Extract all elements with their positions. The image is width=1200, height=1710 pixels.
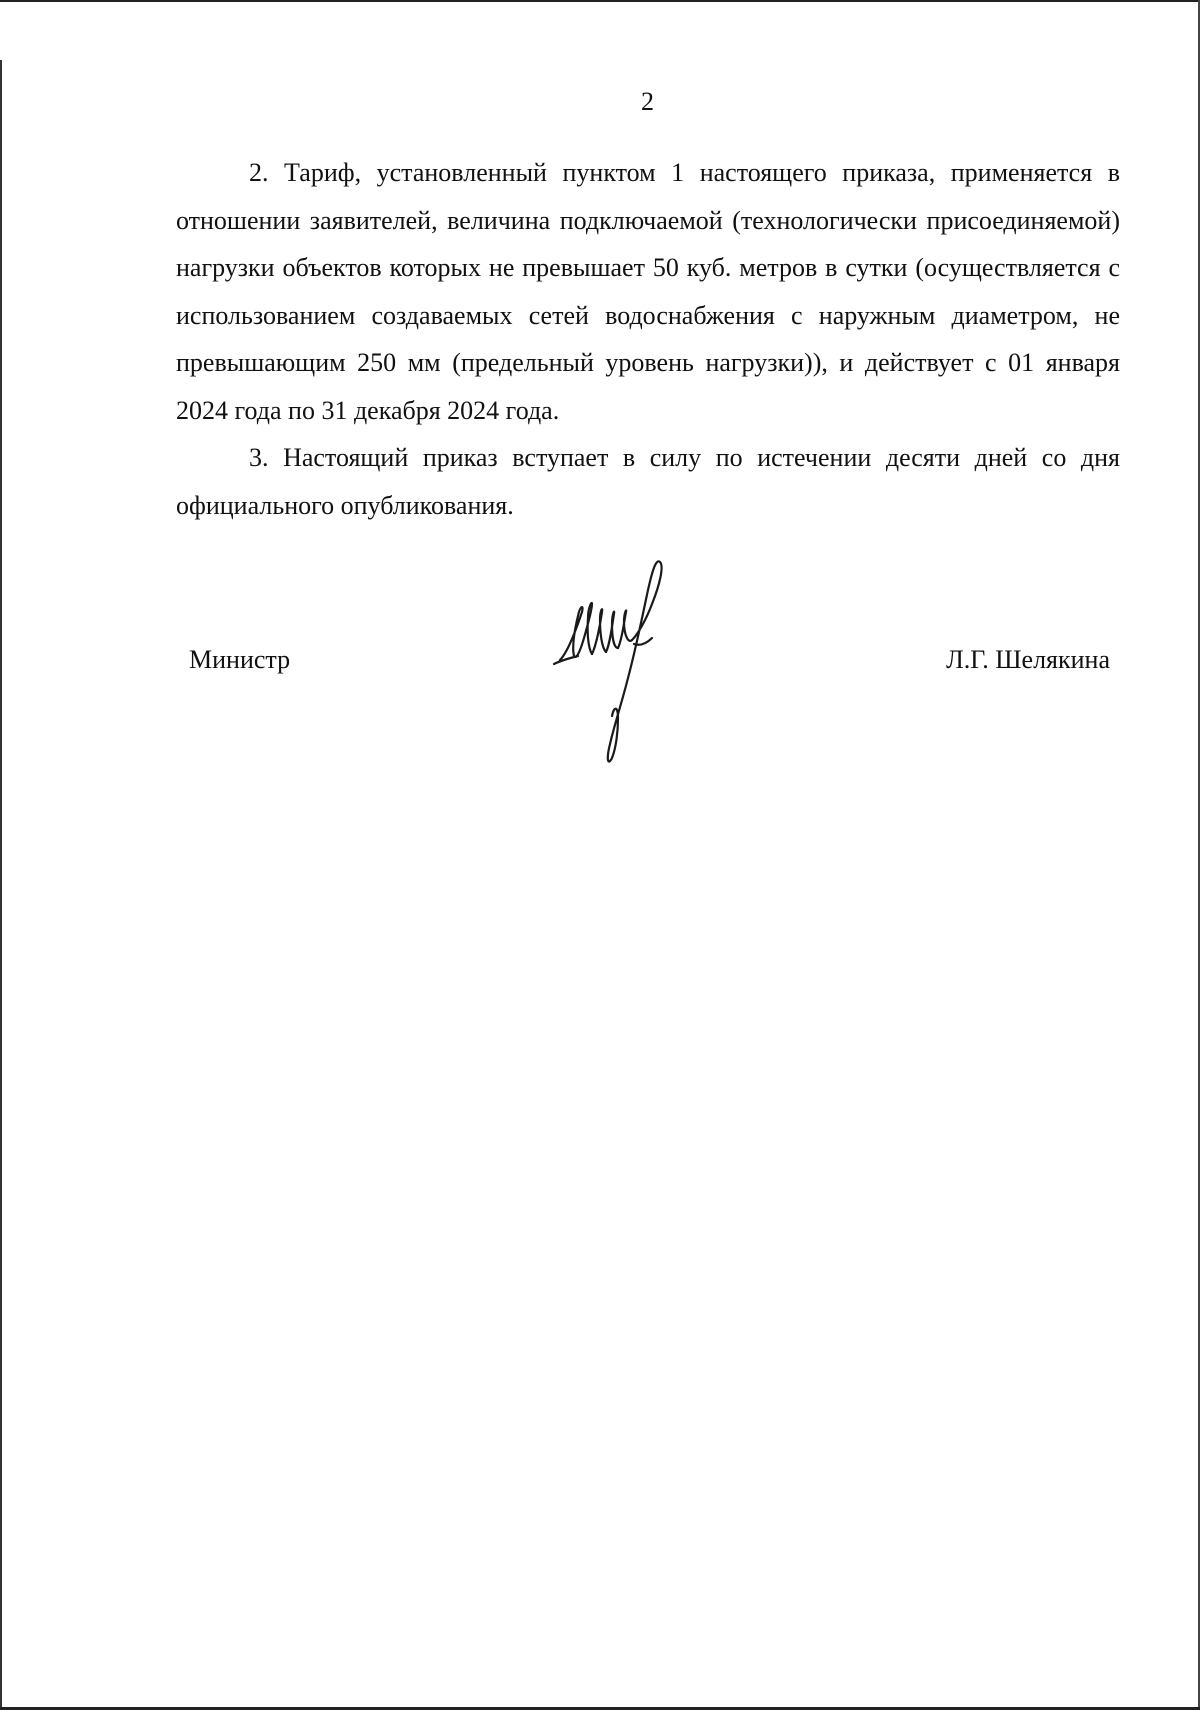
document-body [176, 149, 1120, 529]
signature-block [0, 560, 1200, 780]
signer-name: Л.Г. Шелякина [946, 645, 1110, 674]
paragraph-effective-date: 3. Настоящий приказ вступает в силу по истечении десяти дней со дня официального опубликования. [176, 443, 1120, 520]
page-number: 2 [641, 87, 654, 116]
handwritten-signature [548, 560, 688, 770]
scan-edge-left [0, 60, 2, 1710]
signer-role: Министр [189, 645, 291, 674]
scan-edge-top [0, 0, 1200, 2]
paragraph-tariff: 2. Тариф, установленный пунктом 1 настоящего приказа, применяется в отношении заявителей, величина подключаемой (технологически присоединяемой) нагрузки объектов которых не превышает 50 куб. метров в сутки (осуществляется с использованием создаваемых сетей водоснабжения с наружным диаметром, не превышающим 250 мм (предельный уровень нагрузки)), и действует с 01 января 2024 года по 31 декабря 2024 года. [176, 158, 1120, 425]
